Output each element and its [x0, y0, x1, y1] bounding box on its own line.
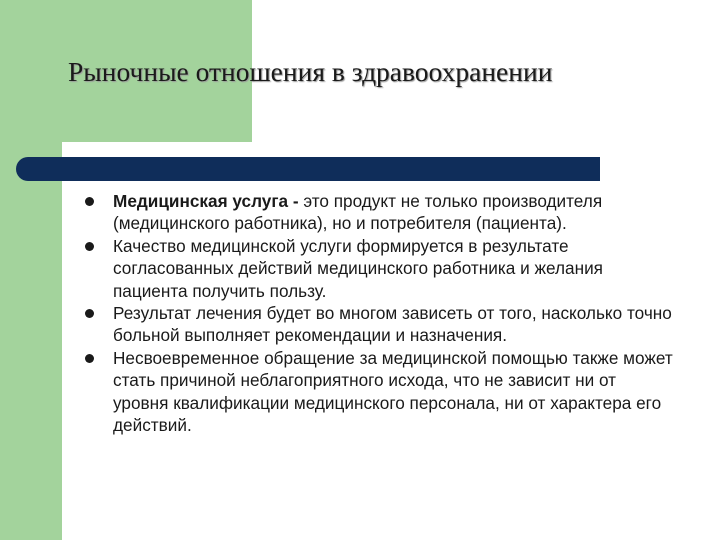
title-underline-bar: [16, 157, 600, 181]
bullet-dot-icon: [85, 242, 94, 251]
bullet-text: Несвоевременное обращение за медицинской помощью также может стать причиной неблагоприятного исхода, что не зависит ни от уровня квалификации медицинского персонала, ни от характера его действий.: [113, 347, 673, 436]
bullet-item: [84, 347, 674, 437]
bullet-dot-icon: [85, 197, 94, 206]
bullet-list: [84, 190, 674, 436]
slide-title: Рыночные отношения в здравоохранении: [68, 56, 553, 87]
bullet-text: Качество медицинской услуги формируется в результате согласованных действий медицинского работника и желания пациента получить пользу.: [113, 235, 603, 301]
bullet-item: [84, 235, 674, 302]
bullet-term: Медицинская услуга -: [113, 191, 304, 211]
bullet-item: [84, 302, 674, 347]
bullet-dot-icon: [85, 354, 94, 363]
bullet-item: [84, 190, 674, 235]
bullet-text: это продукт не только производителя (медицинского работника), но и потребителя (пациента).: [113, 191, 603, 234]
bullet-dot-icon: [85, 309, 94, 318]
decorative-green-stripe-left: [0, 0, 62, 540]
bullet-text: Результат лечения будет во многом зависеть от того, насколько точно больной выполняет рекомендации и назначения.: [113, 303, 672, 346]
